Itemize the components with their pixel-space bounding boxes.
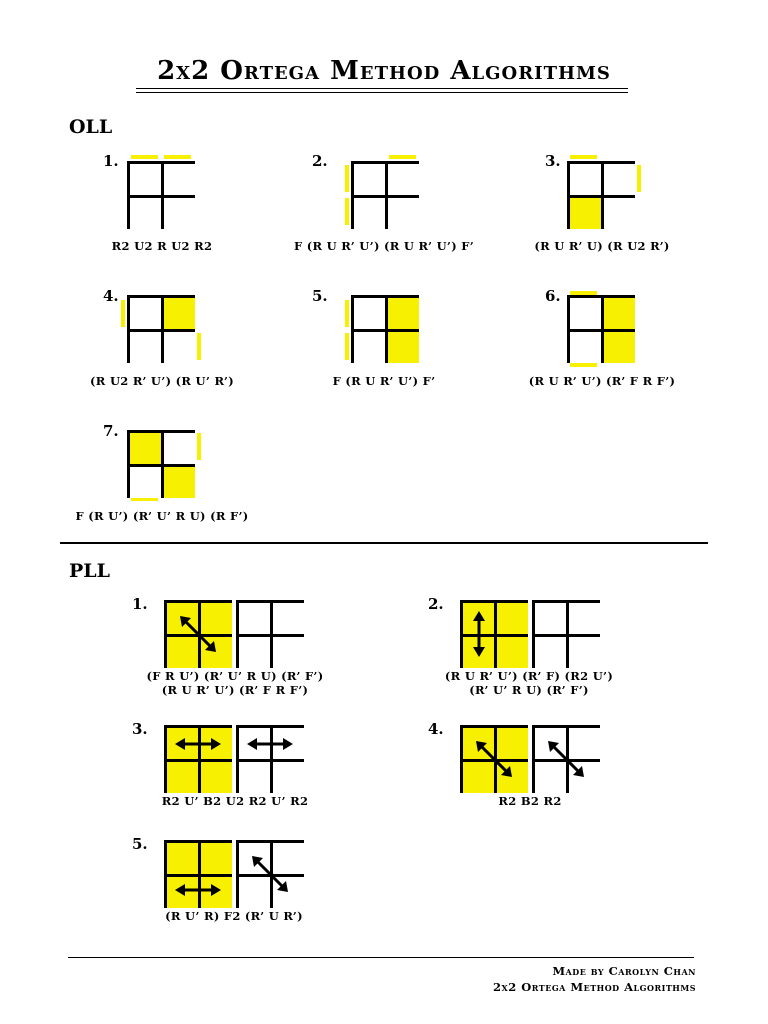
pll-case-algorithm-line: (R’ U’ R U) (R’ F’) (469, 683, 589, 697)
section-divider (60, 542, 708, 544)
pll-case-algorithm: R2 B2 R2 (498, 794, 562, 808)
pll-case-algorithm-line: (R U R’ U’) (R’ F R F’) (161, 683, 309, 697)
footer-author: Made by Carolyn Chan (552, 964, 696, 978)
side-sticker (637, 165, 641, 192)
diagonal-swap-arrow-icon (167, 603, 229, 665)
side-sticker (570, 363, 597, 367)
diagonal-swap-arrow-icon (535, 728, 597, 790)
side-sticker (121, 300, 125, 327)
horizontal-swap-arrow-icon (167, 843, 229, 905)
side-sticker (570, 155, 597, 159)
pll-case-algorithm: R2 U’ B2 U2 R2 U’ R2 (161, 794, 309, 808)
side-sticker (197, 433, 201, 460)
oll-case-3-cube (567, 161, 635, 229)
side-sticker (131, 155, 158, 159)
oll-case-7-cube (127, 430, 195, 498)
oll-case-number: 1. (103, 152, 119, 170)
pll-case-number: 5. (132, 835, 148, 853)
oll-case-algorithm: F (R U R’ U’) F’ (332, 374, 436, 388)
side-sticker (389, 155, 416, 159)
pll-case-algorithm-line: (F R U’) (R’ U’ R U) (R’ F’) (146, 669, 324, 683)
horizontal-swap-arrow-icon (239, 728, 301, 790)
oll-case-number: 5. (312, 287, 328, 305)
title-underline (136, 88, 628, 89)
vertical-swap-arrow-icon (463, 603, 525, 665)
oll-heading: OLL (69, 116, 113, 138)
pll-case-2-bottom-cube (532, 600, 600, 668)
oll-case-number: 4. (103, 287, 119, 305)
pll-case-3-top-cube (164, 725, 232, 793)
pll-case-number: 3. (132, 720, 148, 738)
oll-case-algorithm: (R U R’ U’) (R’ F R F’) (528, 374, 676, 388)
pll-case-number: 2. (428, 595, 444, 613)
oll-case-number: 6. (545, 287, 561, 305)
oll-case-algorithm: F (R U’) (R’ U’ R U) (R F’) (75, 509, 249, 523)
pll-case-2-top-cube (460, 600, 528, 668)
side-sticker (345, 198, 349, 225)
diagonal-swap-arrow-icon (239, 843, 301, 905)
oll-case-1-cube (127, 161, 195, 229)
oll-case-number: 3. (545, 152, 561, 170)
pll-case-number: 4. (428, 720, 444, 738)
oll-case-number: 7. (103, 422, 119, 440)
oll-case-5-cube (351, 295, 419, 363)
pll-heading: PLL (69, 560, 111, 582)
pll-case-4-bottom-cube (532, 725, 600, 793)
oll-case-algorithm: F (R U R’ U’) (R U R’ U’) F’ (293, 239, 475, 253)
pll-case-algorithm: (R U’ R) F2 (R’ U R’) (165, 909, 303, 923)
horizontal-swap-arrow-icon (167, 728, 229, 790)
side-sticker (197, 333, 201, 360)
pll-case-3-bottom-cube (236, 725, 304, 793)
footer-rule (68, 957, 694, 958)
pll-case-4-top-cube (460, 725, 528, 793)
footer-doc-title: 2x2 Ortega Method Algorithms (493, 980, 696, 994)
oll-case-algorithm: (R U R’ U) (R U2 R’) (534, 239, 670, 253)
side-sticker (164, 155, 191, 159)
title-underline-second (136, 92, 628, 93)
pll-case-number: 1. (132, 595, 148, 613)
pll-case-1-top-cube (164, 600, 232, 668)
oll-case-number: 2. (312, 152, 328, 170)
pll-case-algorithm-line: (R U R’ U’) (R’ F) (R2 U’) (444, 669, 614, 683)
page-title: 2x2 Ortega Method Algorithms (157, 56, 611, 86)
side-sticker (345, 300, 349, 327)
side-sticker (345, 333, 349, 360)
oll-case-6-cube (567, 295, 635, 363)
oll-case-2-cube (351, 161, 419, 229)
oll-case-4-cube (127, 295, 195, 363)
oll-case-algorithm: (R U2 R’ U’) (R U’ R’) (90, 374, 234, 388)
pll-case-5-top-cube (164, 840, 232, 908)
oll-case-algorithm: R2 U2 R U2 R2 (111, 239, 213, 253)
diagonal-swap-arrow-icon (463, 728, 525, 790)
pll-case-5-bottom-cube (236, 840, 304, 908)
pll-case-1-bottom-cube (236, 600, 304, 668)
side-sticker (345, 165, 349, 192)
